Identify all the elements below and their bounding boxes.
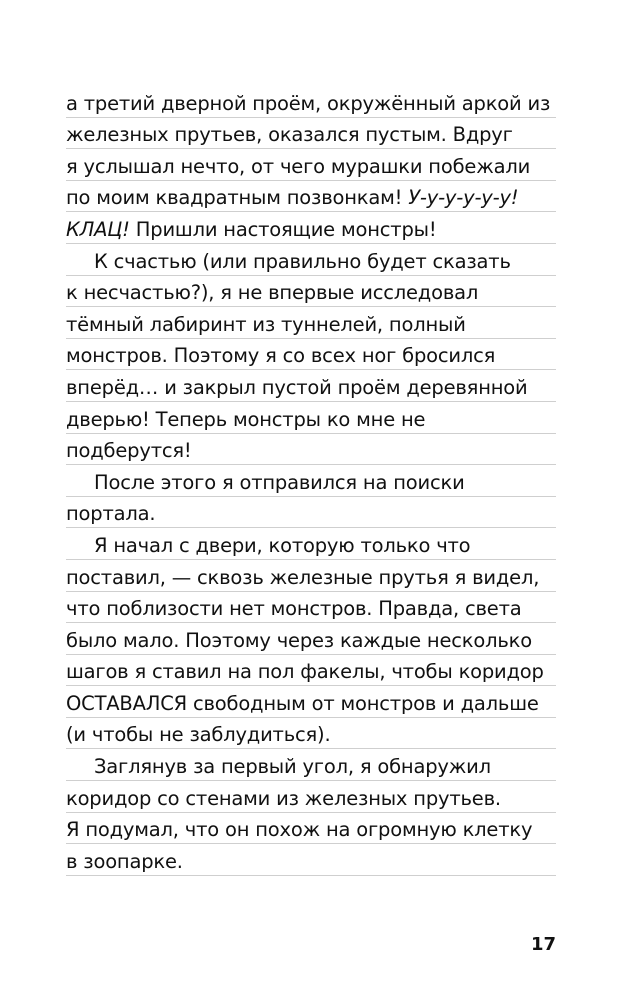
body-text: Пришли настоящие монстры! [129, 217, 437, 241]
body-text: тёмный лабиринт из туннелей, полный [66, 312, 466, 336]
text-line-content [66, 598, 522, 620]
text-line [66, 276, 556, 308]
text-line [66, 813, 556, 845]
text-line [66, 655, 556, 687]
text-line [66, 244, 556, 276]
text-line [66, 212, 556, 244]
text-line [66, 718, 556, 750]
text-line [66, 118, 556, 150]
text-line-content [66, 724, 330, 746]
body-text: дверью! Теперь монстры ко мне не [66, 407, 426, 431]
body-text: монстров. Поэтому я со всех ног бросился [66, 344, 496, 368]
text-line [66, 749, 556, 781]
text-line [66, 86, 556, 118]
body-text: по моим квадратным позвонкам! [66, 186, 409, 210]
text-line-content [66, 345, 495, 367]
body-text: Заглянув за первый угол, я обнаружил [94, 755, 491, 779]
body-text: После этого я отправился на поиски [94, 470, 465, 494]
text-line [66, 592, 556, 624]
text-line-content [66, 377, 528, 399]
body-text: вперёд… и закрыл пустой проём деревянной [66, 375, 528, 399]
body-text: К счастью (или правильно будет сказать [94, 249, 511, 273]
text-line-content [66, 503, 155, 525]
text-line-content [66, 93, 550, 115]
text-line-content [66, 314, 466, 336]
body-text: Я подумал, что он похож на огромную клетку [66, 818, 533, 842]
text-line-content [66, 156, 530, 178]
body-text: шагов я ставил на пол факелы, чтобы коридор [66, 660, 544, 684]
text-line [66, 339, 556, 371]
body-text: в зоопарке. [66, 849, 183, 873]
text-line [66, 528, 556, 560]
body-text: я услышал нечто, от чего мурашки побежали [66, 154, 531, 178]
text-line-content [66, 472, 465, 494]
emphasis-text: У-у-у-у-у-у! [408, 186, 519, 210]
text-line-content [66, 756, 491, 778]
text-line [66, 149, 556, 181]
text-line-content [66, 409, 425, 431]
text-line-content [66, 187, 518, 209]
body-text: было мало. Поэтому через каждые несколько [66, 628, 532, 652]
body-text: к несчастью?), я не впервые исследовал [66, 281, 479, 305]
body-text: а третий дверной проём, окружённый аркой из [66, 91, 551, 115]
text-line-content [66, 693, 539, 715]
text-line [66, 781, 556, 813]
text-line [66, 307, 556, 339]
text-line-content [66, 819, 532, 841]
text-line-content [66, 440, 192, 462]
body-text: поставил, — сквозь железные прутья я видел, [66, 565, 540, 589]
text-line [66, 434, 556, 466]
body-text: Я начал с двери, которую только что [94, 533, 471, 557]
text-line [66, 844, 556, 876]
body-text: подберутся! [66, 439, 192, 463]
body-text: что поблизости нет монстров. Правда, света [66, 597, 522, 621]
body-text: (и чтобы не заблудиться). [66, 723, 331, 747]
page-number: 17 [530, 934, 556, 955]
text-line [66, 623, 556, 655]
body-text: железных прутьев, оказался пустым. Вдруг [66, 123, 513, 147]
text-line [66, 465, 556, 497]
ruled-text-block [66, 86, 556, 876]
text-line-content [66, 124, 513, 146]
text-line [66, 560, 556, 592]
text-line-content [66, 630, 532, 652]
text-line-content [66, 219, 436, 241]
body-text: портала. [66, 502, 156, 526]
body-text: коридор со стенами из железных прутьев. [66, 786, 501, 810]
text-line-content [66, 535, 470, 557]
text-line-content [66, 567, 539, 589]
text-line [66, 402, 556, 434]
text-line-content [66, 251, 511, 273]
text-line [66, 181, 556, 213]
text-line [66, 497, 556, 529]
emphasis-text: КЛАЦ! [66, 217, 130, 241]
body-text: ОСТАВАЛСЯ свободным от монстров и дальше [66, 691, 539, 715]
text-line [66, 370, 556, 402]
text-line-content [66, 661, 544, 683]
text-line-content [66, 788, 501, 810]
text-line [66, 686, 556, 718]
text-line-content [66, 851, 183, 873]
text-line-content [66, 282, 478, 304]
